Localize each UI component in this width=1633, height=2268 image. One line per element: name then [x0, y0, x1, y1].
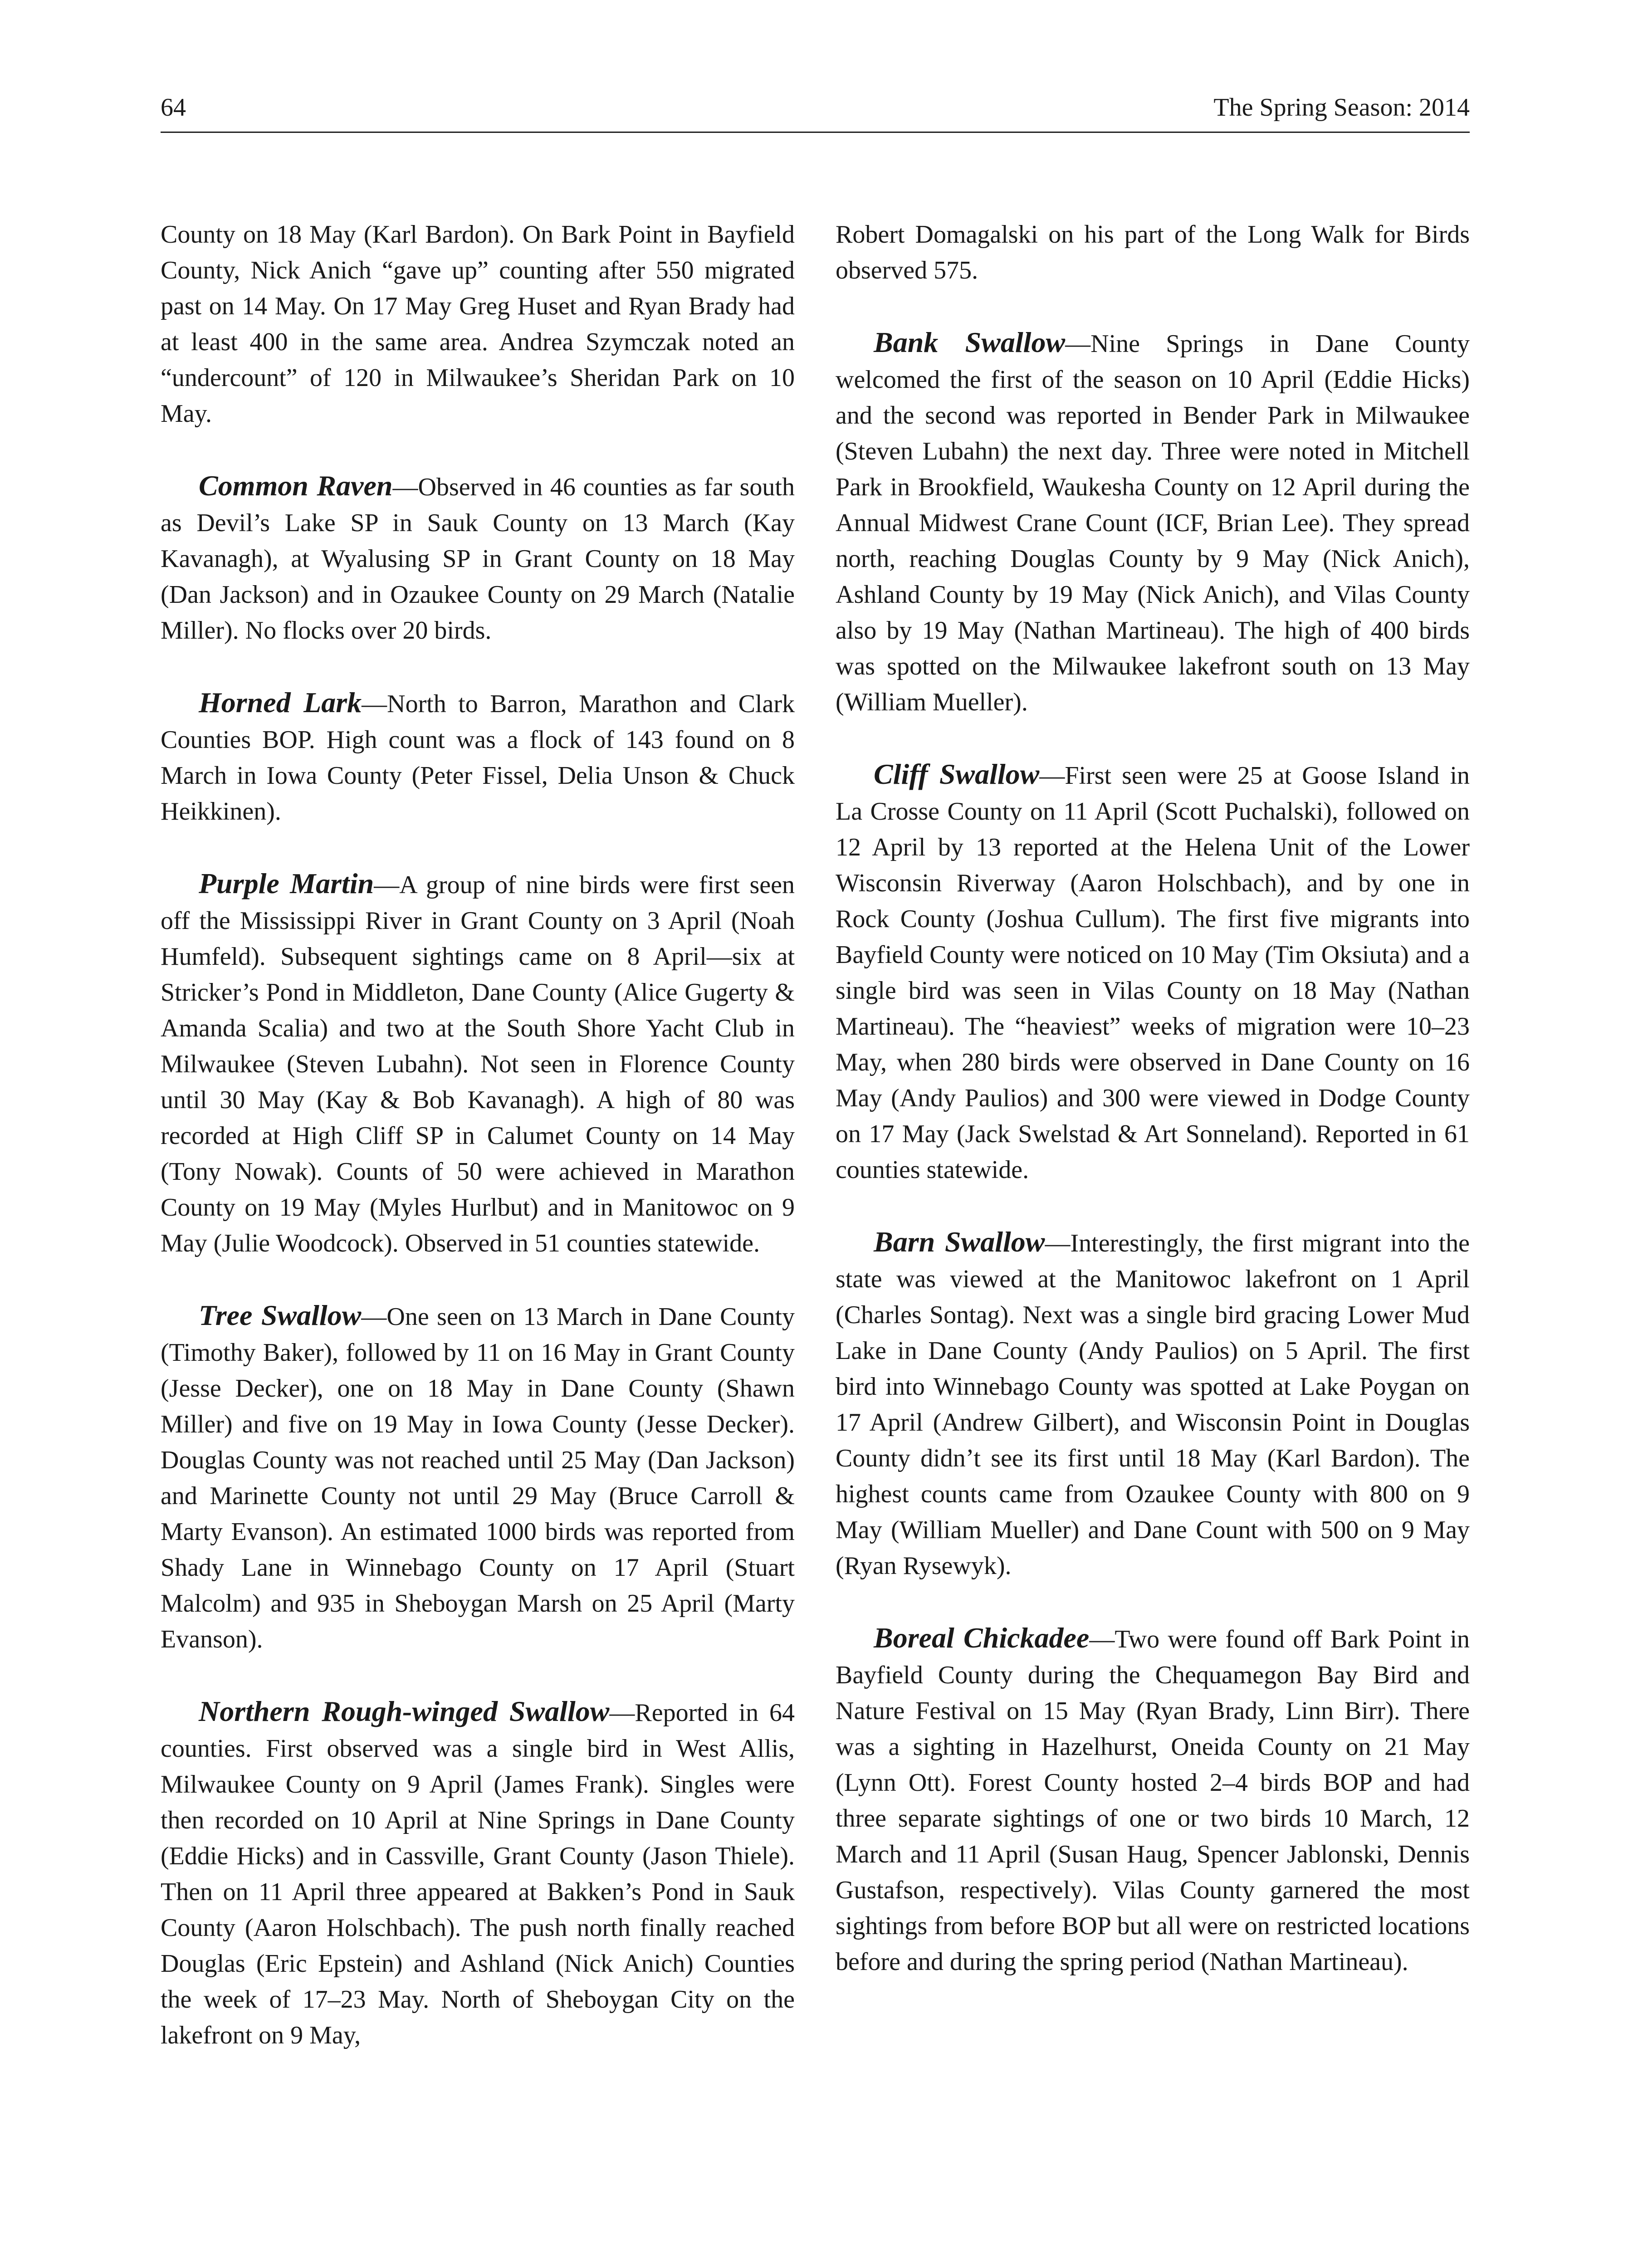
entry-common-raven [161, 468, 795, 649]
entry-boreal-chickadee [836, 1620, 1470, 1980]
entry-tree-swallow [161, 1297, 795, 1657]
entry-cliff-swallow [836, 756, 1470, 1188]
entry-text: —Nine Springs in Dane County welcomed the first of the season on 10 April (Eddie Hicks) and the second was reported in Bender Park in Milwaukee (Steven Lubahn) the next day. Three were noted in Mitchell Park in Brookfield, Waukesha County on 12 April during the Annual Midwest Crane Count (ICF, Brian Lee). They spread north, reaching Douglas County by 9 May (Nick Anich), Ashland County by 19 May (Nick Anich), and Vilas County also by 19 May (Nathan Martineau). The high of 400 birds was spotted on the Milwaukee lakefront south on 13 May (William Mueller). [836, 330, 1470, 716]
entry-text: —North to Barron, Marathon and Clark Counties BOP. High count was a flock of 143 found on 8 March in Iowa County (Peter Fissel, Delia Unson & Chuck Heikkinen). [161, 690, 795, 826]
species-name: Boreal Chickadee [874, 1622, 1090, 1654]
entry-purple-martin [161, 865, 795, 1261]
entry-text: —Two were found off Bark Point in Bayfield County during the Chequamegon Bay Bird and Nature Festival on 15 May (Ryan Brady, Linn Birr). There was a sighting in Hazelhurst, Oneida County on 21 May (Lynn Ott). Forest County hosted 2–4 birds BOP and had three separate sightings of one or two birds 10 March, 12 March and 11 April (Susan Haug, Spencer Jablonski, Dennis Gustafson, respectively). Vilas County garnered the most sightings from before BOP but all were on restricted locations before and during the spring period (Nathan Martineau). [836, 1625, 1470, 1976]
species-name: Bank Swallow [874, 326, 1066, 358]
entry-text: —Interestingly, the first migrant into the state was viewed at the Manitowoc lakefront on 1 April (Charles Sontag). Next was a single bird gracing Lower Mud Lake in Dane County (Andy Paulios) on 5 April. The first bird into Winnebago County was spotted at Lake Poygan on 17 April (Andrew Gilbert), and Wisconsin Point in Douglas County didn’t see its first until 18 May (Karl Bardon). The highest counts came from Ozaukee County with 800 on 9 May (William Mueller) and Dane Count with 500 on 9 May (Ryan Rysewyk). [836, 1229, 1470, 1580]
entry-text: —First seen were 25 at Goose Island in La Crosse County on 11 April (Scott Puchalski), followed on 12 April by 13 reported at the Helena Unit of the Lower Wisconsin Riverway (Aaron Holschbach), and by one in Rock County (Joshua Cullum). The first five migrants into Bayfield County were noticed on 10 May (Tim Oksiuta) and a single bird was seen in Vilas County on 18 May (Nathan Martineau). The “heaviest” weeks of migration were 10–23 May, when 280 birds were observed in Dane County on 16 May (Andy Paulios) and 300 were viewed in Dodge County on 17 May (Jack Swelstad & Art Sonneland). Reported in 61 counties statewide. [836, 762, 1470, 1184]
continuation-paragraph: Robert Domagalski on his part of the Long Walk for Birds observed 575. [836, 220, 1470, 284]
entry-text: —Reported in 64 counties. First observed was a single bird in West Allis, Milwaukee County on 9 April (James Frank). Singles were then recorded on 10 April at Nine Springs in Dane County (Eddie Hicks) and in Cassville, Grant County (Jason Thiele). Then on 11 April three appeared at Bakken’s Pond in Sauk County (Aaron Holschbach). The push north finally reached Douglas (Eric Epstein) and Ashland (Nick Anich) Counties the week of 17–23 May. North of Sheboygan City on the lakefront on 9 May, [161, 1699, 795, 2049]
entry-text: —One seen on 13 March in Dane County (Timothy Baker), followed by 11 on 16 May in Grant County (Jesse Decker), one on 18 May in Dane County (Shawn Miller) and five on 19 May in Iowa County (Jesse Decker). Douglas County was not reached until 25 May (Dan Jackson) and Marinette County not until 29 May (Bruce Carroll & Marty Evanson). An estimated 1000 birds was reported from Shady Lane in Winnebago County on 17 April (Stuart Malcolm) and 935 in Sheboygan Marsh on 25 April (Marty Evanson). [161, 1303, 795, 1653]
right-column [836, 217, 1470, 2016]
page-header [161, 82, 1470, 133]
entry-horned-lark [161, 684, 795, 830]
left-column [161, 217, 795, 2089]
entry-bank-swallow [836, 324, 1470, 720]
continuation-paragraph: County on 18 May (Karl Bardon). On Bark Point in Bayfield County, Nick Anich “gave up” counting after 550 migrated past on 14 May. On 17 May Greg Huset and Ryan Brady had at least 400 in the same area. Andrea Szymczak noted an “undercount” of 120 in Milwaukee’s Sheridan Park on 10 May. [161, 220, 795, 428]
entry-northern-rough-winged-swallow [161, 1693, 795, 2053]
entry-barn-swallow [836, 1224, 1470, 1584]
species-name: Tree Swallow [199, 1299, 362, 1331]
species-name: Horned Lark [199, 686, 362, 719]
page-number: 64 [161, 93, 186, 122]
running-title: The Spring Season: 2014 [1213, 93, 1470, 122]
species-name: Barn Swallow [874, 1226, 1045, 1258]
species-name: Northern Rough-winged Swallow [199, 1695, 610, 1727]
species-name: Cliff Swallow [874, 758, 1040, 790]
species-name: Purple Martin [199, 867, 374, 899]
entry-text: —A group of nine birds were first seen off the Mississippi River in Grant County on 3 April (Noah Humfeld). Subsequent sightings came on 8 April—six at Stricker’s Pond in Middleton, Dane County (Alice Gugerty & Amanda Scalia) and two at the South Shore Yacht Club in Milwaukee (Steven Lubahn). Not seen in Florence County until 30 May (Kay & Bob Kavanagh). A high of 80 was recorded at High Cliff SP in Calumet County on 14 May (Tony Nowak). Counts of 50 were achieved in Marathon County on 19 May (Myles Hurlbut) and in Manitowoc on 9 May (Julie Woodcock). Observed in 51 counties statewide. [161, 871, 795, 1257]
species-name: Common Raven [199, 469, 393, 502]
entry-text: —Observed in 46 counties as far south as Devil’s Lake SP in Sauk County on 13 March (Kay Kavanagh), at Wyalusing SP in Grant County on 18 May (Dan Jackson) and in Ozaukee County on 29 March (Natalie Miller). No flocks over 20 birds. [161, 473, 795, 645]
